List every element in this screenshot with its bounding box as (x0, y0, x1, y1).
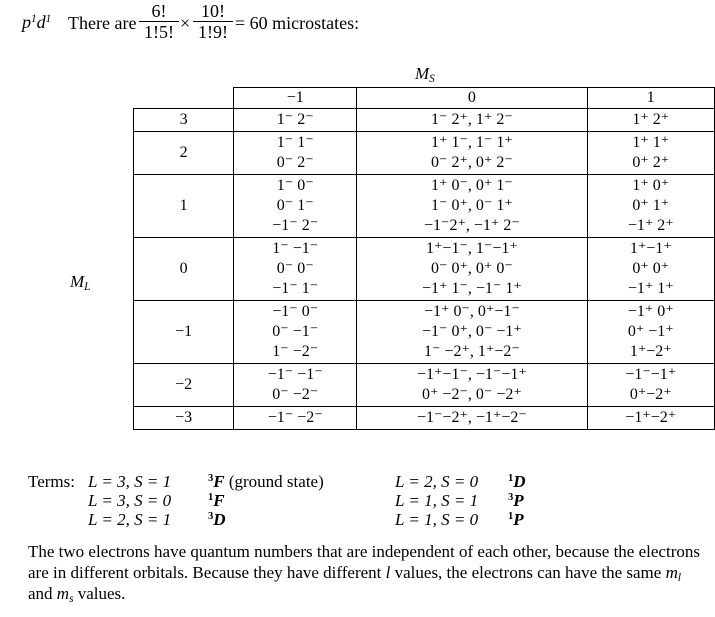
microstate-table (133, 87, 715, 430)
microstate-cell-col2 (357, 109, 587, 132)
microstate-entry: −1⁻ 2⁻ (272, 217, 319, 234)
microstate-entry: −1⁻−2⁺, −1⁺−2⁻ (416, 409, 527, 426)
microstate-entry: −1⁻2⁺, −1⁺ 2⁻ (423, 217, 520, 234)
term-left-text: L = 3, S = 0 (88, 491, 172, 510)
table-row (134, 407, 715, 430)
term-row (28, 510, 524, 529)
ml-value-cell: 0 (134, 238, 234, 301)
terms-section (28, 472, 526, 529)
fraction-two: $\frac{10!}{1!9!}$ (193, 1, 233, 42)
microstate-entry: 0⁺ 1⁺ (632, 197, 670, 214)
microstate-entry: 1⁺−1⁻, 1⁻−1⁺ (425, 240, 518, 257)
microstate-entry: 1⁻ −2⁺, 1⁺−2⁻ (423, 343, 520, 360)
terms-label: Terms: (28, 472, 75, 491)
microstate-entry: 1⁺−1⁺ (629, 240, 672, 257)
term-symbol: $^1$D (508, 472, 526, 491)
microstate-cell-col1 (234, 407, 357, 430)
term-row (28, 491, 524, 510)
microstate-cell-col1 (234, 132, 357, 175)
microstate-entry: 0⁻ 0⁻ (276, 260, 314, 277)
microstate-entry: 1⁻ 1⁻ (276, 134, 314, 151)
term-symbol: $^3$P (508, 491, 524, 510)
microstate-entry: 1⁺ 1⁺ (632, 134, 670, 151)
table-row (134, 301, 715, 364)
microstate-entry: −1⁻ −1⁻ (267, 366, 323, 383)
term-row (28, 472, 526, 491)
ms-header-one: 1 (587, 88, 714, 109)
microstate-entry: −1⁺−1⁻, −1⁻−1⁺ (416, 366, 527, 383)
microstate-cell-col1 (234, 301, 357, 364)
ms-header-zero: 0 (357, 88, 587, 109)
microstate-entry: −1⁻ 0⁻ (272, 303, 319, 320)
microstate-cell-col2 (357, 407, 587, 430)
table-row (134, 132, 715, 175)
ml-axis-label: $M_L$ (70, 272, 91, 294)
microstate-entry: 1⁺ 2⁺ (632, 111, 670, 128)
term-right-text: L = 1, S = 0 (395, 510, 479, 529)
table-row (134, 364, 715, 407)
microstate-entry: 0⁺ 0⁺ (632, 260, 670, 277)
microstate-entry: −1⁺ 0⁺ (627, 303, 674, 320)
microstate-cell-col3 (587, 238, 714, 301)
microstate-cell-col1 (234, 238, 357, 301)
ms-axis-label: $M_S$ (415, 64, 435, 86)
microstate-cell-col2 (357, 301, 587, 364)
microstate-cell-col3 (587, 364, 714, 407)
microstate-entry: 1⁻ −2⁻ (272, 343, 319, 360)
microstate-entry: 1⁺ 0⁻, 0⁺ 1⁻ (431, 177, 513, 194)
microstate-cell-col1 (234, 175, 357, 238)
microstate-cell-col2 (357, 175, 587, 238)
microstate-entry: −1⁻ 0⁺, 0⁻ −1⁺ (421, 323, 522, 340)
microstate-entry: 0⁻ −1⁻ (272, 323, 319, 340)
ml-value-cell: 2 (134, 132, 234, 175)
microstate-entry: 0⁺−2⁺ (629, 386, 672, 403)
microstate-entry: 0⁻ 1⁻ (276, 197, 314, 214)
microstate-entry: 1⁻ 2⁻ (276, 111, 314, 128)
term-symbol: $^1$P (508, 510, 524, 529)
corner-cell (134, 88, 234, 109)
fraction-one: $\frac{6!}{1!5!}$ (139, 1, 179, 42)
microstate-cell-col3 (587, 301, 714, 364)
microstate-entry: 1⁺ 0⁺ (632, 177, 670, 194)
microstate-entry: 0⁻ 0⁺, 0⁺ 0⁻ (431, 260, 513, 277)
table-row (134, 238, 715, 301)
microstate-cell-col1 (234, 109, 357, 132)
microstate-entry: −1⁻−1⁺ (625, 366, 677, 383)
microstate-entry: −1⁺ 1⁺ (627, 280, 674, 297)
microstate-entry: 0⁻ −2⁻ (272, 386, 319, 403)
ml-value-cell: 3 (134, 109, 234, 132)
times-sign: × (180, 13, 191, 33)
term-left-text: L = 2, S = 1 (88, 510, 172, 529)
microstate-cell-col2 (357, 364, 587, 407)
microstate-entry: −1⁺−2⁺ (625, 409, 677, 426)
microstate-entry: 0⁻ 2⁻ (276, 154, 314, 171)
ml-value-cell: −3 (134, 407, 234, 430)
microstate-entry: 0⁺ −2⁻, 0⁻ −2⁺ (421, 386, 522, 403)
ml-value-cell: −1 (134, 301, 234, 364)
microstate-cell-col1 (234, 364, 357, 407)
microstate-entry: −1⁺ 1⁻, −1⁻ 1⁺ (421, 280, 522, 297)
table-header-row (134, 88, 715, 109)
microstate-entry: 1⁻ −1⁻ (272, 240, 319, 257)
ml-value-cell: −2 (134, 364, 234, 407)
term-left-text: L = 3, S = 1 (88, 472, 172, 491)
microstate-entry: 1⁻ 0⁺, 0⁻ 1⁺ (431, 197, 513, 214)
term-right-text: L = 2, S = 0 (395, 472, 479, 491)
microstate-entry: 0⁻ 2⁺, 0⁺ 2⁻ (431, 154, 513, 171)
microstate-cell-col2 (357, 238, 587, 301)
microstate-entry: −1⁺ 0⁻, 0⁺−1⁻ (423, 303, 520, 320)
table-row (134, 175, 715, 238)
table-row (134, 109, 715, 132)
ms-header-minus-one: −1 (234, 88, 357, 109)
microstate-cell-col3 (587, 109, 714, 132)
microstate-entry: 0⁺ −1⁺ (627, 323, 674, 340)
microstate-entry: 0⁺ 2⁺ (632, 154, 670, 171)
ml-value-cell: 1 (134, 175, 234, 238)
there-are-text: There are (68, 13, 137, 33)
equals-text: = 60 microstates: (235, 13, 360, 33)
microstate-cell-col3 (587, 407, 714, 430)
explanation-paragraph: The two electrons have quantum numbers that are independent of each other, because the electrons are in different orbitals. Because they have different l values, the electrons can have the same $m_l$ and $m_s$ values. (28, 542, 700, 606)
term-symbol: $^1$F (208, 491, 225, 510)
microstate-entry: −1⁻ 1⁻ (272, 280, 319, 297)
microstate-cell-col3 (587, 175, 714, 238)
microstate-entry: 1⁻ 0⁻ (276, 177, 314, 194)
microstate-cell-col2 (357, 132, 587, 175)
electron-configuration: $p^1d^1$ (22, 12, 52, 32)
term-right-text: L = 1, S = 1 (395, 491, 479, 510)
term-symbol: $^3$D (208, 510, 226, 529)
microstate-entry: 1⁻ 2⁺, 1⁺ 2⁻ (431, 111, 513, 128)
microstate-cell-col3 (587, 132, 714, 175)
term-symbol: $^3$F (ground state) (208, 472, 324, 491)
microstate-entry: −1⁻ −2⁻ (267, 409, 323, 426)
microstate-entry: 1⁺−2⁺ (629, 343, 672, 360)
microstate-entry: −1⁺ 2⁺ (627, 217, 674, 234)
microstate-entry: 1⁺ 1⁻, 1⁻ 1⁺ (431, 134, 513, 151)
